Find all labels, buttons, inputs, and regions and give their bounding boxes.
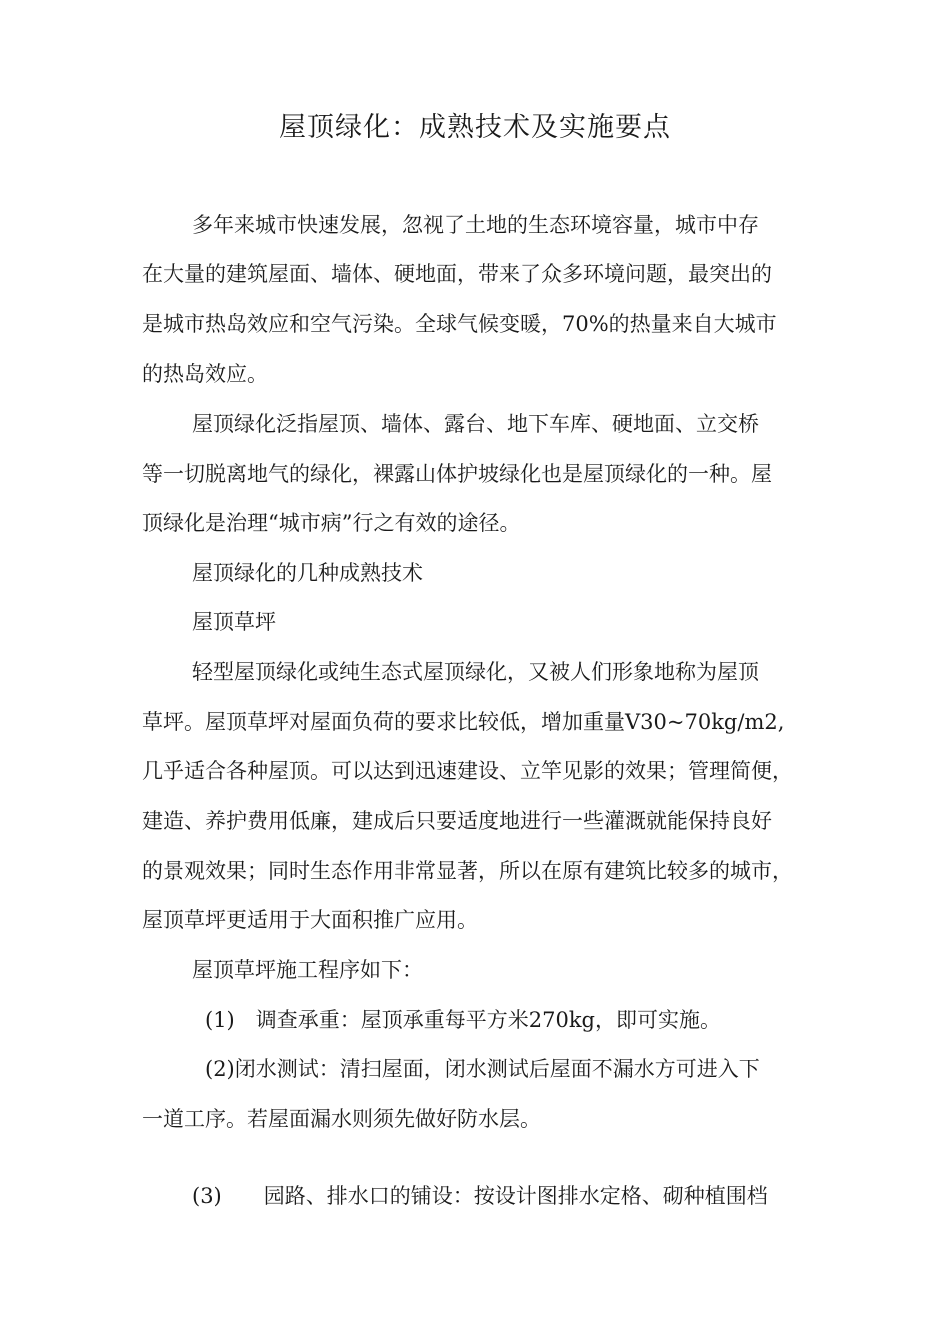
document-title: 屋顶绿化：成熟技术及实施要点 xyxy=(279,112,671,143)
paragraph-line: 的热岛效应。 xyxy=(142,362,268,386)
paragraph-line: 顶绿化是治理“城市病”行之有效的途径。 xyxy=(142,511,521,535)
paragraph-line: 几乎适合各种屋顶。可以达到迅速建设、立竿见影的效果；管理简便， xyxy=(142,759,793,783)
paragraph-line: 等一切脱离地气的绿化，裸露山体护坡绿化也是屋顶绿化的一种。屋 xyxy=(142,462,772,486)
paragraph-line: 一道工序。若屋面漏水则须先做好防水层。 xyxy=(142,1107,541,1131)
paragraph-line: 草坪。屋顶草坪对屋面负荷的要求比较低，增加重量V30~70kg/m2, xyxy=(142,710,785,734)
procedure-step: (3) 园路、排水口的铺设：按设计图排水定格、砌种植围档 xyxy=(192,1184,768,1208)
paragraph-line: 在大量的建筑屋面、墙体、硬地面，带来了众多环境问题，最突出的 xyxy=(142,262,772,286)
paragraph-line: 是城市热岛效应和空气污染。全球气候变暖，70%的热量来自大城市 xyxy=(142,312,777,336)
paragraph-line: 的景观效果；同时生态作用非常显著，所以在原有建筑比较多的城市， xyxy=(142,859,793,883)
paragraph-line: 多年来城市快速发展，忽视了土地的生态环境容量，城市中存 xyxy=(192,213,759,237)
paragraph-line: 轻型屋顶绿化或纯生态式屋顶绿化，又被人们形象地称为屋顶 xyxy=(192,660,759,684)
procedure-step: (1) 调查承重：屋顶承重每平方米270kg，即可实施。 xyxy=(205,1008,721,1032)
paragraph-line: 建造、养护费用低廉，建成后只要适度地进行一些灌溉就能保持良好 xyxy=(142,809,772,833)
paragraph-line: 屋顶绿化泛指屋顶、墙体、露台、地下车库、硬地面、立交桥 xyxy=(192,412,759,436)
section-heading: 屋顶绿化的几种成熟技术 xyxy=(192,561,423,585)
subsection-heading: 屋顶草坪 xyxy=(192,610,276,634)
procedure-step: (2)闭水测试：清扫屋面，闭水测试后屋面不漏水方可进入下 xyxy=(205,1057,760,1081)
procedure-intro: 屋顶草坪施工程序如下： xyxy=(192,958,423,982)
paragraph-line: 屋顶草坪更适用于大面积推广应用。 xyxy=(142,908,478,932)
